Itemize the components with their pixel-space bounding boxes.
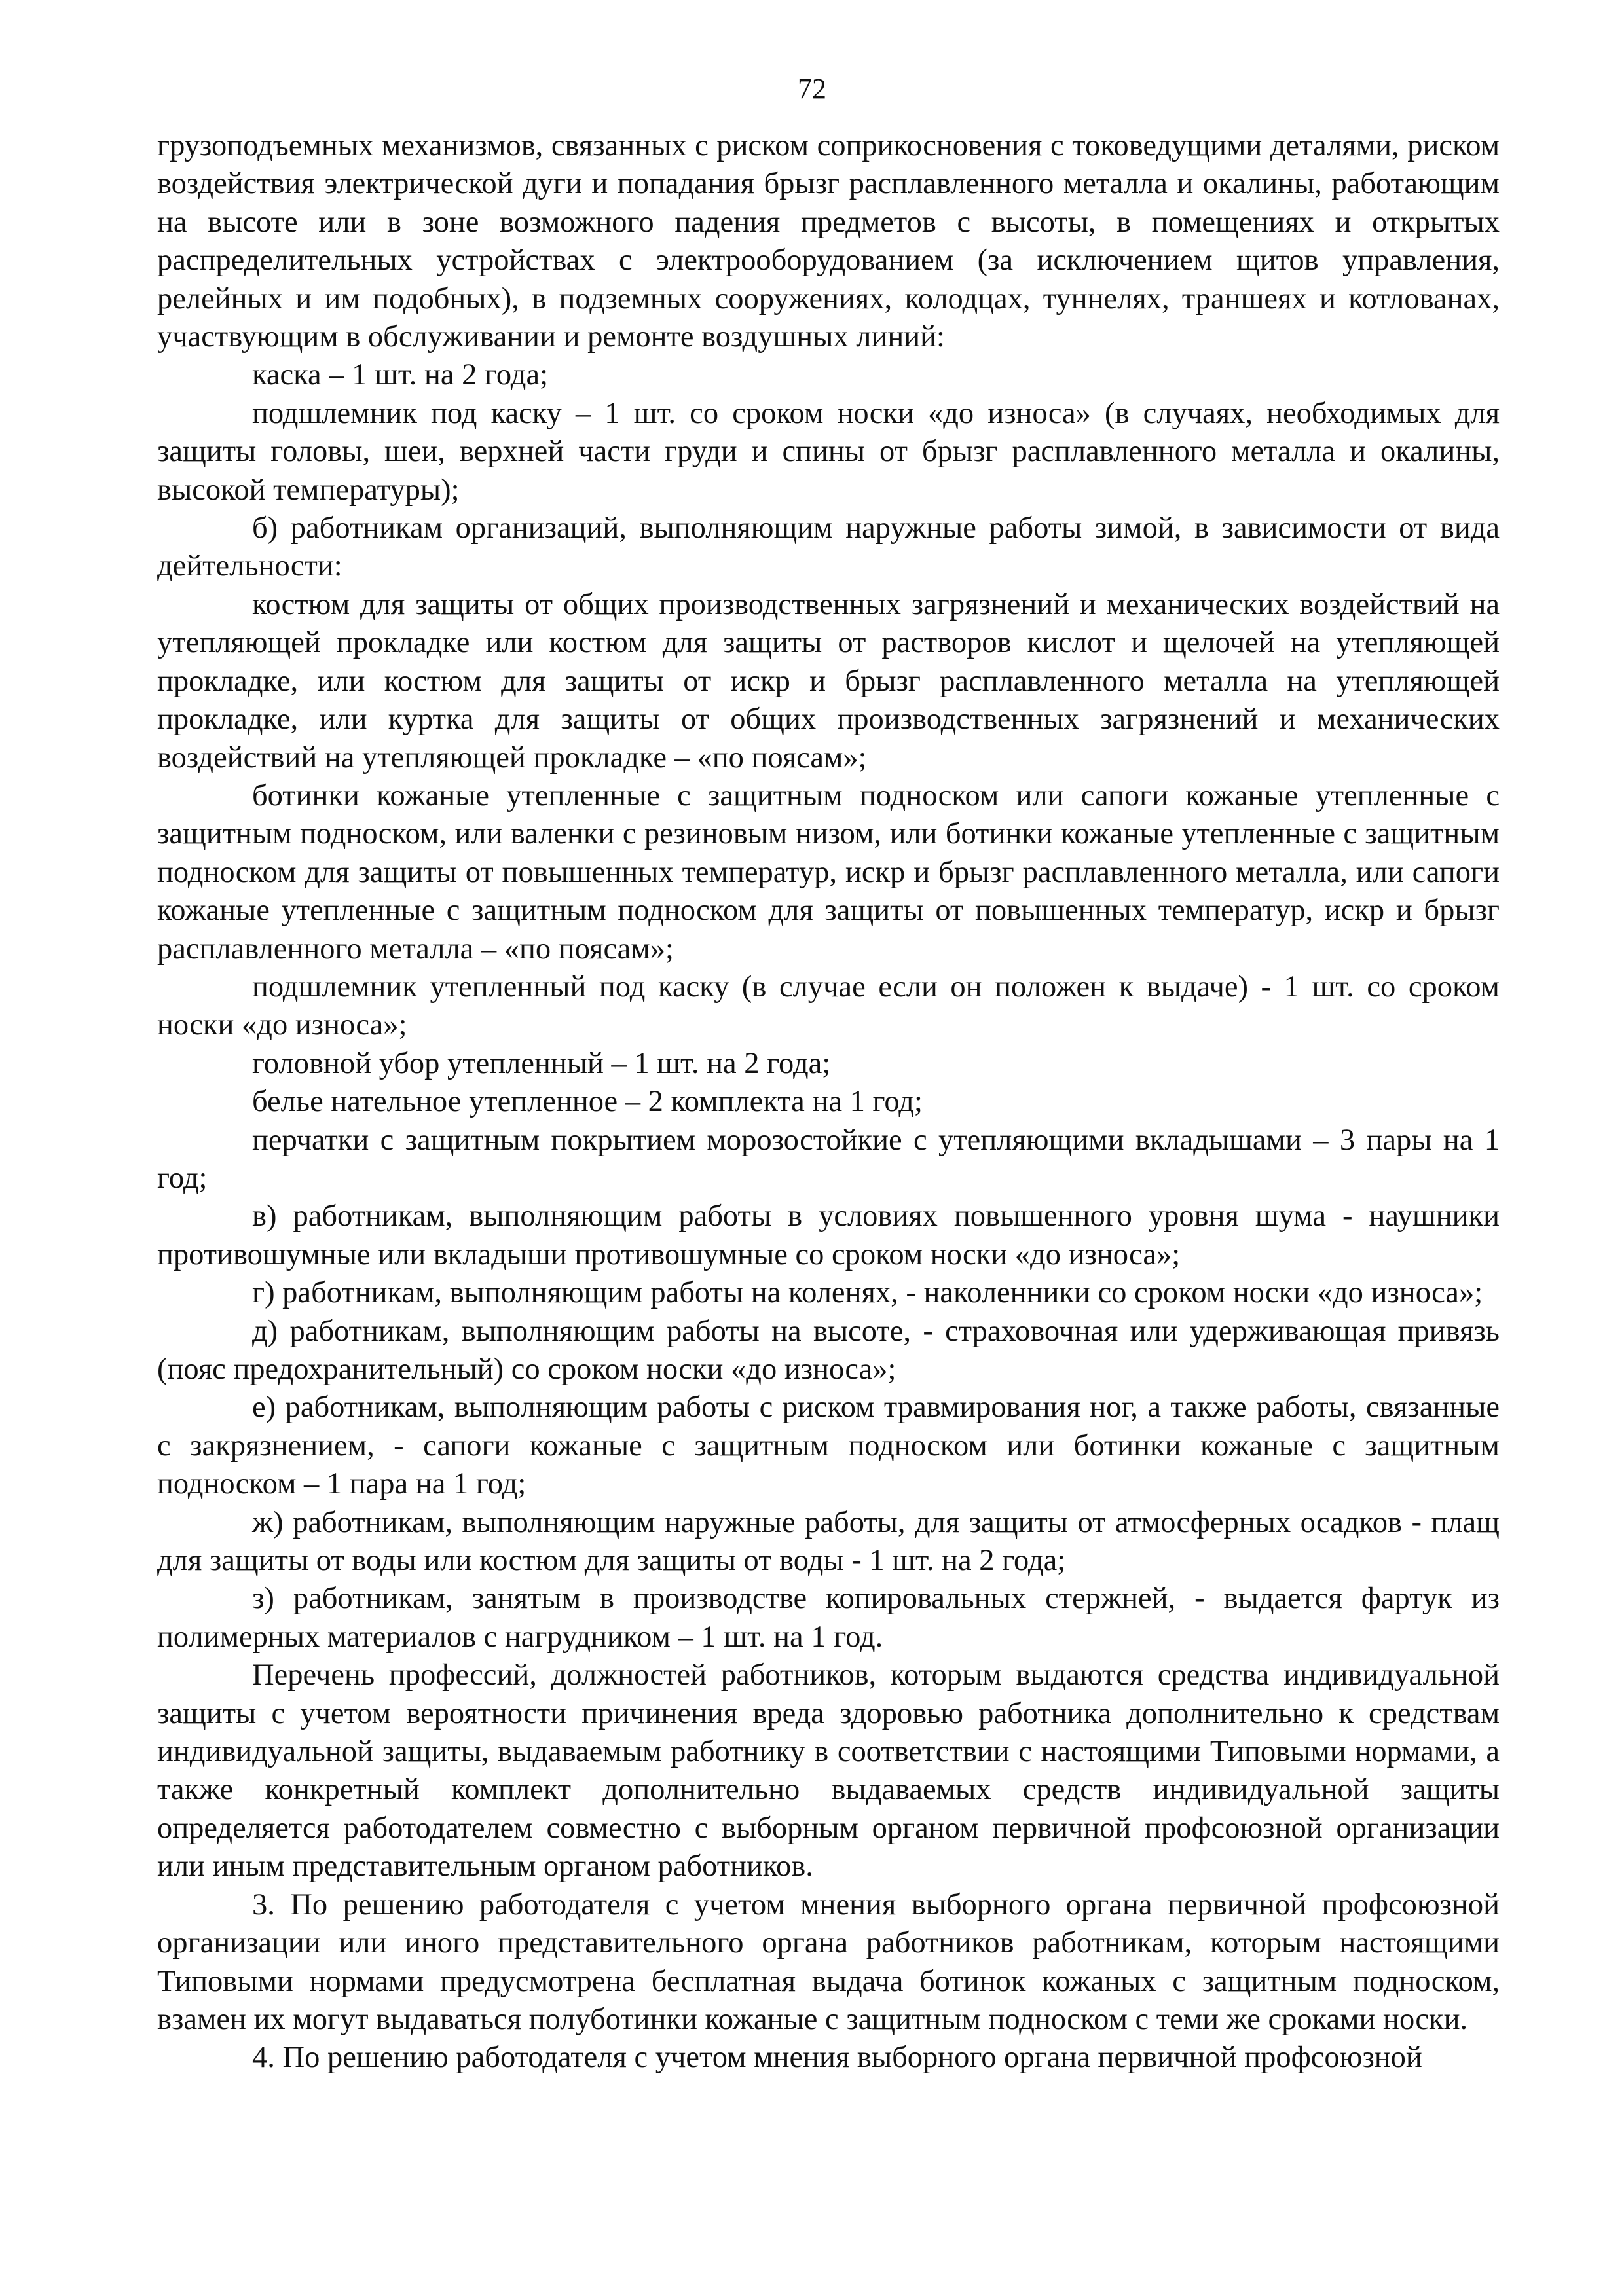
paragraph-winter-headwear: головной убор утепленный – 1 шт. на 2 года; (252, 1046, 831, 1080)
paragraph-winter-boots: ботинки кожаные утепленные с защитным подноском или сапоги кожаные утепленные с защитным подноском, или валенки с резиновым низом, или ботинки кожаные утепленные с защитным подноском для защиты от повышенных температур, искр и брызг расплавленного металла, или сапоги кожаные утепленные с защитным подноском для защиты от повышенных температур, искр и брызг расплавленного металла – «по поясам»; (157, 778, 1500, 966)
paragraph-helmet: каска – 1 шт. на 2 года; (252, 358, 549, 392)
paragraph-clause-3: 3. По решению работодателя с учетом мнения выборного органа первичной профсоюзной организации или иного представительного органа работников работникам, которым настоящими Типовыми нормами предусмотрена бесплатная выдача ботинок кожаных с защитным подноском, взамен их могут выдаваться полуботинки кожаные с защитным подноском с теми же сроками носки. (157, 1887, 1500, 2036)
paragraph-continuation: грузоподъемных механизмов, связанных с риском соприкосновения с токоведущими деталями, риском воздействия электрической дуги и попадания брызг расплавленного металла и окалины, работающим на высоте или в зоне возможного падения предметов с высоты, в помещениях и открытых распределительных устройствах с электрооборудованием (за исключением щитов управления, релейных и им подобных), в подземных сооружениях, колодцах, туннелях, траншеях и котлованах, участвующим в обслуживании и ремонте воздушных линий: (157, 129, 1500, 354)
paragraph-professions-list: Перечень профессий, должностей работников, которым выдаются средства индивидуальной защиты с учетом вероятности причинения вреда здоровью работника дополнительно к средствам индивидуальной защиты, выдаваемым работнику в соответствии с настоящими Типовыми нормами, а также конкретный комплект дополнительно выдаваемых средств индивидуальной защиты определяется работодателем совместно с выборным органом первичной профсоюзной организации или иным представительным органом работников. (157, 1658, 1500, 1884)
paragraph-winter-suit: костюм для защиты от общих производственных загрязнений и механических воздействий на утепляющей прокладке или костюм для защиты от растворов кислот и щелочей на утепляющей прокладке, или костюм для защиты от искр и брызг расплавленного металла на утепляющей прокладке, или куртка для защиты от общих производственных загрязнений и механических воздействий на утепляющей прокладке – «по поясам»; (157, 587, 1500, 774)
paragraph-item-v: в) работникам, выполняющим работы в условиях повышенного уровня шума - наушники противошумные или вкладыши противошумные со сроком носки «до износа»; (157, 1199, 1500, 1271)
paragraph-item-d: д) работникам, выполняющим работы на высоте, - страховочная или удерживающая привязь (пояс предохранительный) со сроком носки «до износа»; (157, 1314, 1500, 1386)
paragraph-item-e: е) работникам, выполняющим работы с риском травмирования ног, а также работы, связанные с закрязнением, - сапоги кожаные с защитным подноском или ботинки кожаные с защитным подноском – 1 пара на 1 год; (157, 1391, 1500, 1501)
paragraph-thermal-underwear: белье нательное утепленное – 2 комплекта на 1 год; (252, 1085, 923, 1119)
paragraph-item-z: з) работникам, занятым в производстве копировальных стержней, - выдается фартук из полимерных материалов с нагрудником – 1 шт. на 1 год. (157, 1582, 1500, 1654)
page-number: 72 (798, 73, 826, 105)
paragraph-clause-4: 4. По решению работодателя с учетом мнения выборного органа первичной профсоюзной (252, 2041, 1422, 2075)
paragraph-item-zh: ж) работникам, выполняющим наружные работы, для защиты от атмосферных осадков - плащ для защиты от воды или костюм для защиты от воды - 1 шт. на 2 года; (157, 1505, 1500, 1578)
paragraph-winter-liner: подшлемник утепленный под каску (в случае если он положен к выдаче) - 1 шт. со сроком носки «до износа»; (157, 970, 1500, 1042)
paragraph-item-g: г) работникам, выполняющим работы на коленях, - наколенники со сроком носки «до износа»; (252, 1276, 1483, 1310)
paragraph-item-b: б) работникам организаций, выполняющим наружные работы зимой, в зависимости от вида дейтельности: (157, 511, 1500, 583)
document-body (157, 127, 1500, 2077)
paragraph-winter-gloves: перчатки с защитным покрытием морозостойкие с утепляющими вкладышами – 3 пары на 1 год; (157, 1123, 1500, 1195)
paragraph-helmet-liner: подшлемник под каску – 1 шт. со сроком носки «до износа» (в случаях, необходимых для защиты головы, шеи, верхней части груди и спины от брызг расплавленного металла и окалины, высокой температуры); (157, 396, 1500, 507)
